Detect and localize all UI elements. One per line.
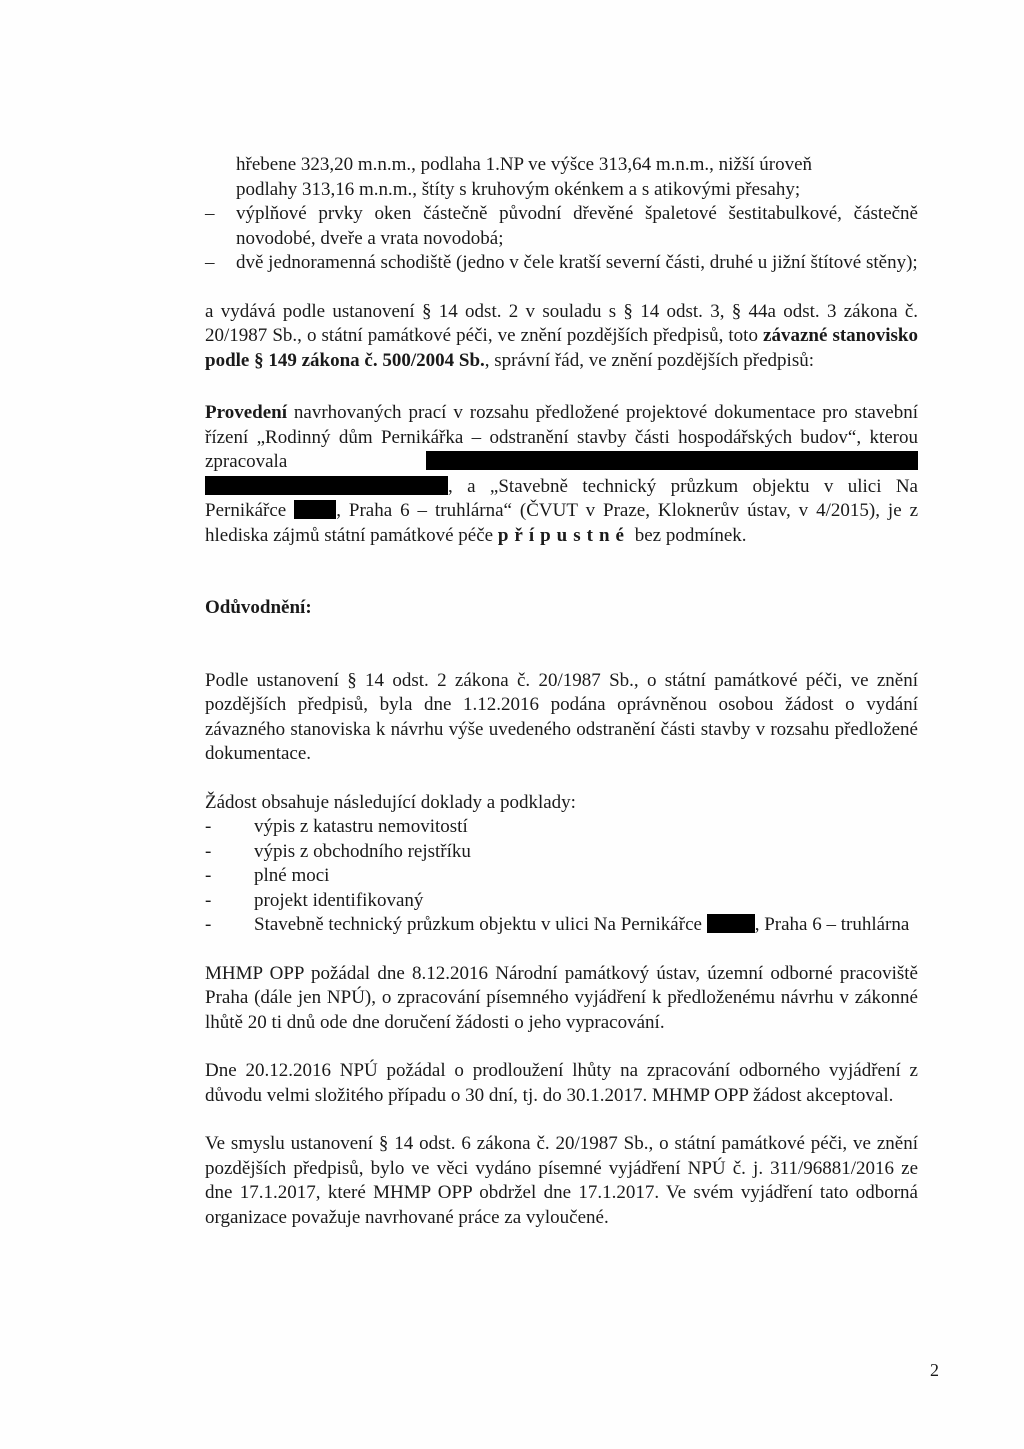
decision-text-3: , Praha 6 – truhlárna“ (ČVUT v Praze, Kloknerův ústav, v 4/2015), je z hlediska zájmů státní památkové péče [205, 500, 919, 546]
continuation-line-1: hřebene 323,20 m.n.m., podlaha 1.NP ve výšce 313,64 m.n.m., nižší úroveň [236, 154, 813, 175]
verdict-permissible: přípustné [497, 524, 630, 546]
list-item [205, 913, 918, 938]
dash-bullet: – [205, 252, 215, 273]
page-content [205, 153, 918, 1230]
dash-bullet: – [205, 203, 215, 224]
decision-intro-paragraph [205, 300, 918, 374]
documents-list [205, 815, 918, 938]
decision-intro-tail: , správní řád, ve znění pozdějších předpisů: [484, 349, 814, 371]
decision-paragraph [205, 401, 918, 548]
continuation-line-2: podlahy 313,16 m.n.m., štíty s kruhovým okénkem a s atikovými přesahy; [236, 178, 801, 200]
hyphen-bullet: - [205, 865, 212, 886]
list-item-text: výpis z katastru nemovitostí [254, 816, 468, 837]
reasoning-paragraph-1: Podle ustanovení § 14 odst. 2 zákona č. 20/1987 Sb., o státní památkové péči, ve znění pozdějších předpisů, byla dne 1.12.2016 podána oprávněnou osobou žádost o vydání závazného stanoviska k návrhu výše uvedeného odstranění části stavby v rozsahu předložené dokumentace. [205, 669, 918, 764]
hyphen-bullet: - [205, 816, 212, 837]
binding-opinion-emphasis: závazné stanovisko podle § 149 zákona č. 500/2004 Sb. [205, 325, 918, 371]
decision-text-4: bez podmínek. [629, 524, 747, 546]
redacted-block [426, 451, 918, 470]
list-item-text: výplňové prvky oken částečně původní dřevěné špaletové šestitabulkové, částečně novodobé, dveře a vrata novodobá; [236, 203, 918, 249]
list-item-text: Stavebně technický průzkum objektu v ulici Na Pernikářce [254, 914, 707, 935]
list-item [205, 251, 918, 276]
list-item [205, 889, 918, 914]
list-item-text: plné moci [254, 865, 330, 886]
list-item [205, 815, 918, 840]
decision-intro-text: a vydává podle ustanovení § 14 odst. 2 v souladu s § 14 odst. 3, § 44a odst. 3 zákona č. 20/1987 Sb., o státní památkové péči, ve znění pozdějších předpisů, toto [205, 300, 918, 346]
documents-list-intro: Žádost obsahuje následující doklady a podklady: [205, 791, 576, 813]
list-item [205, 202, 918, 251]
reasoning-paragraph-3: Dne 20.12.2016 NPÚ požádal o prodloužení lhůty na zpracování odborného vyjádření z důvodu velmi složitého případu o 30 dní, tj. do 30.1.2017. MHMP OPP žádost akceptoval. [205, 1060, 918, 1106]
feature-list [205, 202, 918, 276]
list-item-text: projekt identifikovaný [254, 889, 424, 911]
hyphen-bullet: - [205, 914, 212, 935]
reasoning-heading: Odůvodnění: [205, 597, 312, 618]
redacted-block [707, 914, 755, 933]
decision-lead: Provedení [205, 402, 287, 423]
list-item-text: výpis z obchodního rejstříku [254, 840, 471, 862]
reasoning-paragraph-2: MHMP OPP požádal dne 8.12.2016 Národní památkový ústav, územní odborné pracoviště Praha (dále jen NPÚ), o zpracování písemného vyjádření k předloženému návrhu v zákonné lhůtě 20 ti dnů ode dne doručení žádosti o jeho vypracování. [205, 962, 918, 1033]
decision-text-2: , a „Stavebně technický průzkum objektu v ulici Na Pernikářce [205, 475, 918, 521]
redacted-block [294, 500, 336, 519]
hyphen-bullet: - [205, 840, 212, 862]
list-item-text: dvě jednoramenná schodiště (jedno v čele kratší severní části, druhé u jižní štítové stěny); [236, 252, 918, 273]
page-number: 2 [930, 1360, 939, 1380]
hyphen-bullet: - [205, 889, 212, 911]
list-item [205, 840, 918, 865]
reasoning-paragraph-4: Ve smyslu ustanovení § 14 odst. 6 zákona č. 20/1987 Sb., o státní památkové péči, ve znění pozdějších předpisů, bylo ve věci vydáno písemné vyjádření NPÚ č. j. 311/96881/2016 ze dne 17.1.2017, které MHMP OPP obdržel dne 17.1.2017. Ve svém vyjádření tato odborná organizace považuje navrhované práce za vyloučené. [205, 1133, 918, 1228]
list-item [205, 864, 918, 889]
redacted-block [205, 476, 448, 495]
decision-text-1: navrhovaných prací v rozsahu předložené projektové dokumentace pro stavební řízení „Rodinný dům Pernikářka – odstranění stavby části hospodářských budov“, kterou zpracovala [205, 402, 918, 472]
list-item-text: , Praha 6 – truhlárna [754, 914, 910, 935]
